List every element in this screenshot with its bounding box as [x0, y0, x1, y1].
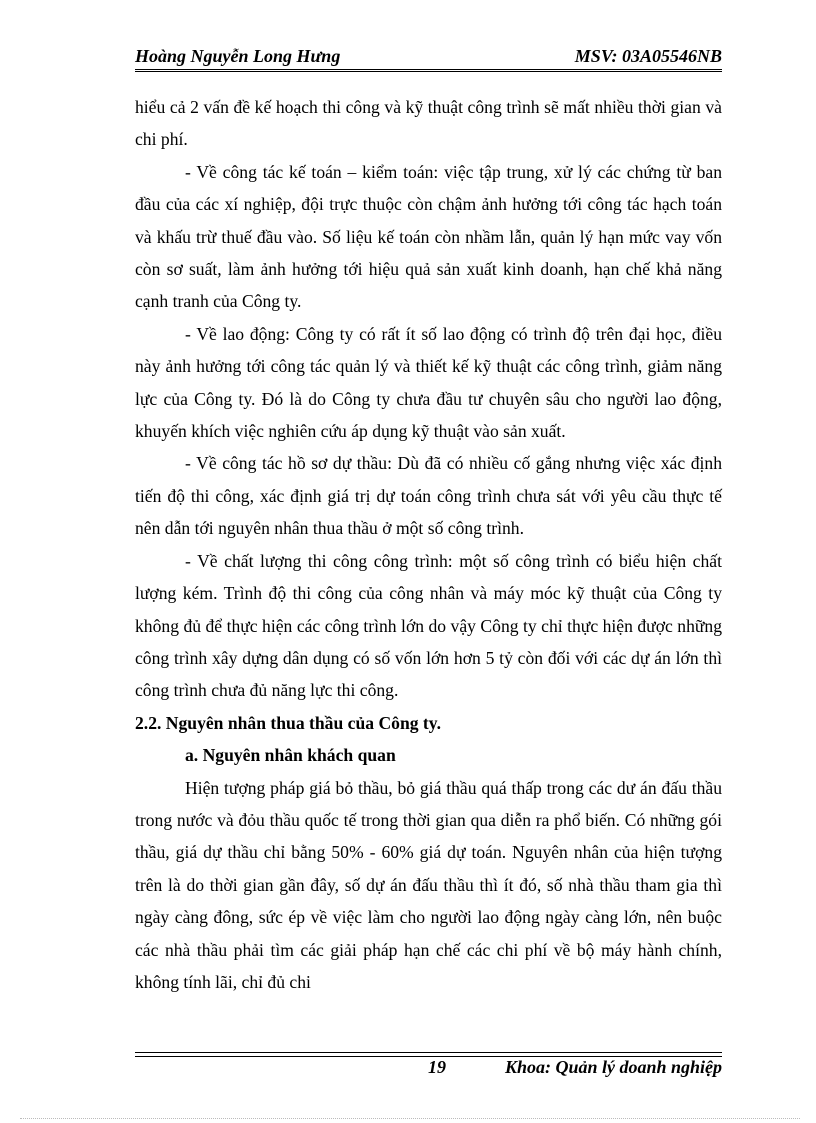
paragraph-continuation: hiểu cả 2 vấn đề kế hoạch thi công và kỹ thuật công trình sẽ mất nhiều thời gian và chi phí. [135, 97, 722, 150]
student-id: MSV: 03A05546NB [574, 46, 722, 66]
page-edge-dots [20, 1118, 800, 1119]
section-heading: 2.2. Nguyên nhân thua thầu của Công ty. [135, 712, 442, 733]
header-rule [135, 69, 722, 72]
paragraph-labor: - Về lao động: Công ty có rất ít số lao động có trình độ trên đại học, điều này ảnh hưởng tới công tác quản lý và thiết kế kỹ thuật các công trình, giảm năng lực của Công ty. Đó là do Công ty chưa đầu tư chuyên sâu cho người lao động, khuyến khích việc nghiên cứu áp dụng kỹ thuật vào sản xuất. [135, 323, 722, 442]
paragraph-objective-causes: Hiện tượng pháp giá bỏ thầu, bỏ giá thầu quá thấp trong các dư án đấu thầu trong nước và đỏu thầu quốc tế trong thời gian qua diễn ra phổ biến. Có những gói thầu, giá dự thầu chỉ bằng 50% - 60% giá dự toán. Nguyên nhân của hiện tượng trên là do thời gian gần đây, số dự án đấu thầu thì ít đó, số nhà thầu tham gia thì ngày càng đông, sức ép về việc làm cho người lao động ngày càng lớn, nên buộc các nhà thầu phải tìm các giải pháp hạn chế các chi phí về bộ máy hành chính, không tính lãi, chỉ đủ chi [135, 777, 722, 992]
paragraph-bid-documents: - Về công tác hồ sơ dự thầu: Dù đã có nhiều cố gắng nhưng việc xác định tiến độ thi công, xác định giá trị dự toán công trình chưa sát với yêu cầu thực tế nên dẫn tới nguyên nhân thua thầu ở một số công trình. [135, 453, 722, 539]
subsection-heading: a. Nguyên nhân khách quan [185, 745, 396, 766]
paragraph-quality: - Về chất lượng thi công công trình: một số công trình có biểu hiện chất lượng kém. Trình độ thi công của công nhân và máy móc kỹ thuật của Công ty không đủ để thực hiện các công trình lớn do vậy Công ty chỉ thực hiện được những công trình xây dựng dân dụng có số vốn lớn hơn 5 tỷ còn đối với các dự án lớn thì công trình chưa đủ năng lực thi công. [135, 550, 722, 701]
paragraph-accounting: - Về công tác kế toán – kiểm toán: việc tập trung, xử lý các chứng từ ban đầu của các xí nghiệp, đội trực thuộc còn chậm ảnh hưởng tới công tác hạch toán và khấu trừ thuế đầu vào. Số liệu kế toán còn nhầm lẫn, quản lý hạn mức vay vốn còn sơ suất, làm ảnh hưởng tới hiệu quả sản xuất kinh doanh, hạn chế khả năng cạnh tranh của Công ty. [135, 161, 722, 312]
page-number: 19 [428, 1057, 446, 1077]
document-body [135, 91, 722, 998]
footer-rule [135, 1052, 722, 1053]
page-header [135, 46, 722, 70]
page-footer [135, 1057, 722, 1081]
author-name: Hoàng Nguyễn Long Hưng [135, 46, 341, 66]
department-name: Khoa: Quản lý doanh nghiệp [504, 1057, 722, 1077]
